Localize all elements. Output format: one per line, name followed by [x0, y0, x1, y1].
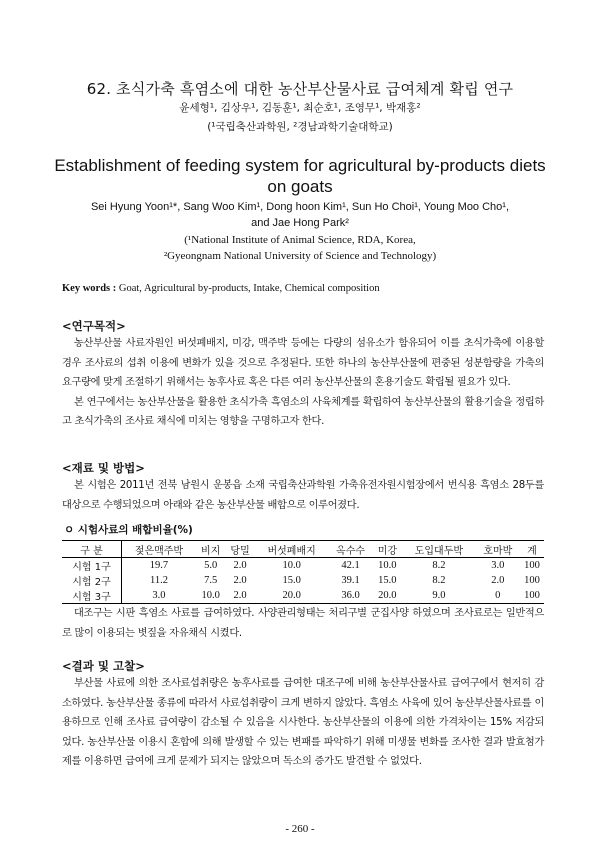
- table-cell: 100: [524, 575, 540, 586]
- objective-body: [62, 334, 544, 432]
- table-row: [62, 558, 544, 574]
- results-paragraph-1: 부산물 사료에 의한 조사료섭취량은 농후사료를 급여한 대조구에 비해 농산부산물사료 급여구에서 현저히 감소하였다. 농산부산물 종류에 따라서 사료섭취량이 크게 변하지 않았다. 흑염소 사육에 있어 농산부산물사료를 이용하므로 인해 조사료 급여량이 감소될 수 있음을 시사한다. 농산부산물의 이용에 의한 가격차이는 15% 저감되었다. 농산부산물 이용시 혼합에 의해 발생할 수 있는 변패를 파악하기 위해 미생물 변화를 조사한 결과 발효첨가제를 이용하면 급여에 크게 문제가 되지는 않았으며 독소의 증가도 발견할 수 없었다.: [62, 678, 544, 767]
- authors-korean: 윤세형¹, 김상우¹, 김동훈¹, 최순호¹, 조영무¹, 박재홍²: [179, 102, 421, 114]
- table-cell: 10.0: [196, 588, 225, 604]
- affiliations-english-line1: (¹National Institute of Animal Science, RDA, Korea,: [184, 234, 416, 246]
- table-row: [62, 588, 544, 604]
- table-row: [62, 573, 544, 588]
- authors-english-line2: and Jae Hong Park²: [251, 217, 349, 229]
- table-cell: 8.2: [432, 575, 446, 586]
- table-header-cell: 당밀: [225, 541, 254, 558]
- affiliations-korean: (¹국립축산과학원, ²경남과학기술대학교): [207, 121, 393, 133]
- table-cell: 3.0: [122, 588, 196, 604]
- section-heading-objective: <연구목적>: [62, 319, 126, 333]
- table-header-cell: 호마박: [476, 541, 520, 558]
- table-header-cell: 옥수수: [328, 541, 372, 558]
- table-cell: 2.0: [233, 575, 247, 586]
- keywords: [62, 283, 380, 294]
- table-cell: 9.0: [402, 588, 476, 604]
- affiliations-english: [0, 232, 600, 264]
- table-header-cell: 미강: [373, 541, 402, 558]
- table-cell: 2.0: [491, 575, 505, 586]
- table-cell: 42.1: [341, 560, 360, 571]
- table-cell: 2.0: [225, 588, 254, 604]
- table-cell: 3.0: [491, 560, 505, 571]
- table-cell: 5.0: [204, 560, 218, 571]
- table-cell: 15.0: [282, 575, 301, 586]
- table-cell: 100: [520, 588, 544, 604]
- title-english-line2: on goats: [267, 177, 333, 196]
- table-header-cell: 비지: [196, 541, 225, 558]
- authors-english: [0, 199, 600, 231]
- table-cell: 39.1: [341, 575, 360, 586]
- table-cell: 0: [476, 588, 520, 604]
- table-cell: 11.2: [149, 575, 168, 586]
- keywords-label: Key words :: [62, 283, 117, 294]
- methods-paragraph-2: 대조구는 시판 흑염소 사료를 급여하였다. 사양관리형태는 처리구별 군집사양 하였으며 조사료로는 일반적으로 많이 이용되는 볏짚을 자유채식 시켰다.: [62, 608, 544, 639]
- objective-paragraph-2: 본 연구에서는 농산부산물을 활용한 초식가축 흑염소의 사육체계를 확립하여 농산부산물의 활용기술을 정립하고 초식가축의 조사료 채식에 미치는 영향을 구명하고자 한다.: [62, 396, 544, 427]
- feed-formulation-table: [62, 540, 544, 604]
- table-cell: 10.0: [282, 560, 301, 571]
- table-cell: 2.0: [233, 560, 247, 571]
- affiliations-english-line2: ²Gyeongnam National University of Science and Technology): [163, 250, 437, 262]
- page-number: - 260 -: [285, 823, 315, 835]
- methods-paragraph-1: 본 시험은 2011년 전북 남원시 운봉읍 소재 국립축산과학원 가축유전자원시험장에서 번식용 흑염소 28두를 대상으로 수행되었으며 아래와 같은 농산부산물 배합으로 이루어졌다.: [62, 480, 544, 511]
- table-header-cell: 구 분: [62, 541, 122, 558]
- table-header-cell: 버섯폐배지: [255, 541, 329, 558]
- table-header-cell: 계: [520, 541, 544, 558]
- table-cell: 100: [524, 560, 540, 571]
- table-cell: 시험 2구: [62, 573, 122, 588]
- table-cell: 8.2: [432, 560, 446, 571]
- title-english-line1: Establishment of feeding system for agricultural by-products diets: [54, 156, 546, 175]
- table-header-cell: 젖은맥주박: [122, 541, 196, 558]
- table-cell: 36.0: [328, 588, 372, 604]
- table-cell: 10.0: [378, 560, 397, 571]
- table-cell: 20.0: [373, 588, 402, 604]
- title-korean: 62. 초식가축 흑염소에 대한 농산부산물사료 급여체계 확립 연구: [86, 80, 514, 98]
- title-english: [0, 155, 600, 197]
- methods-body-1: [62, 476, 544, 515]
- table-cell: 7.5: [204, 575, 218, 586]
- results-body: [62, 674, 544, 772]
- keywords-text: Goat, Agricultural by-products, Intake, Chemical composition: [118, 283, 380, 294]
- table-caption: ㅇ 시험사료의 배합비율(%): [64, 524, 193, 536]
- table-cell: 19.7: [149, 560, 169, 571]
- table-cell: 15.0: [378, 575, 397, 586]
- table-header-row: [62, 541, 544, 558]
- authors-english-line1: Sei Hyung Yoon¹*, Sang Woo Kim¹, Dong hoon Kim¹, Sun Ho Choi¹, Young Moo Cho¹,: [90, 201, 510, 213]
- methods-body-2: [62, 604, 544, 643]
- table-cell: 시험 3구: [62, 588, 122, 604]
- objective-paragraph-1: 농산부산물 사료자원인 버섯폐배지, 미강, 맥주박 등에는 다량의 섬유소가 함유되어 이를 초식가축에 이용할 경우 조사료의 섭취 이용에 변화가 있을 것으로 추정된다. 또한 하나의 농산부산물에 편중된 성분함량을 가축의 요구량에 맞게 조절하기 위해서는 농후사료 혹은 다른 여러 농산부산물의 혼용기술도 확립될 필요가 있다.: [62, 338, 544, 388]
- section-heading-methods: <재료 및 방법>: [62, 461, 145, 475]
- section-heading-results: <결과 및 고찰>: [62, 659, 145, 673]
- table-cell: 시험 1구: [62, 558, 122, 574]
- table-cell: 20.0: [255, 588, 329, 604]
- table-header-cell: 도입대두박: [402, 541, 476, 558]
